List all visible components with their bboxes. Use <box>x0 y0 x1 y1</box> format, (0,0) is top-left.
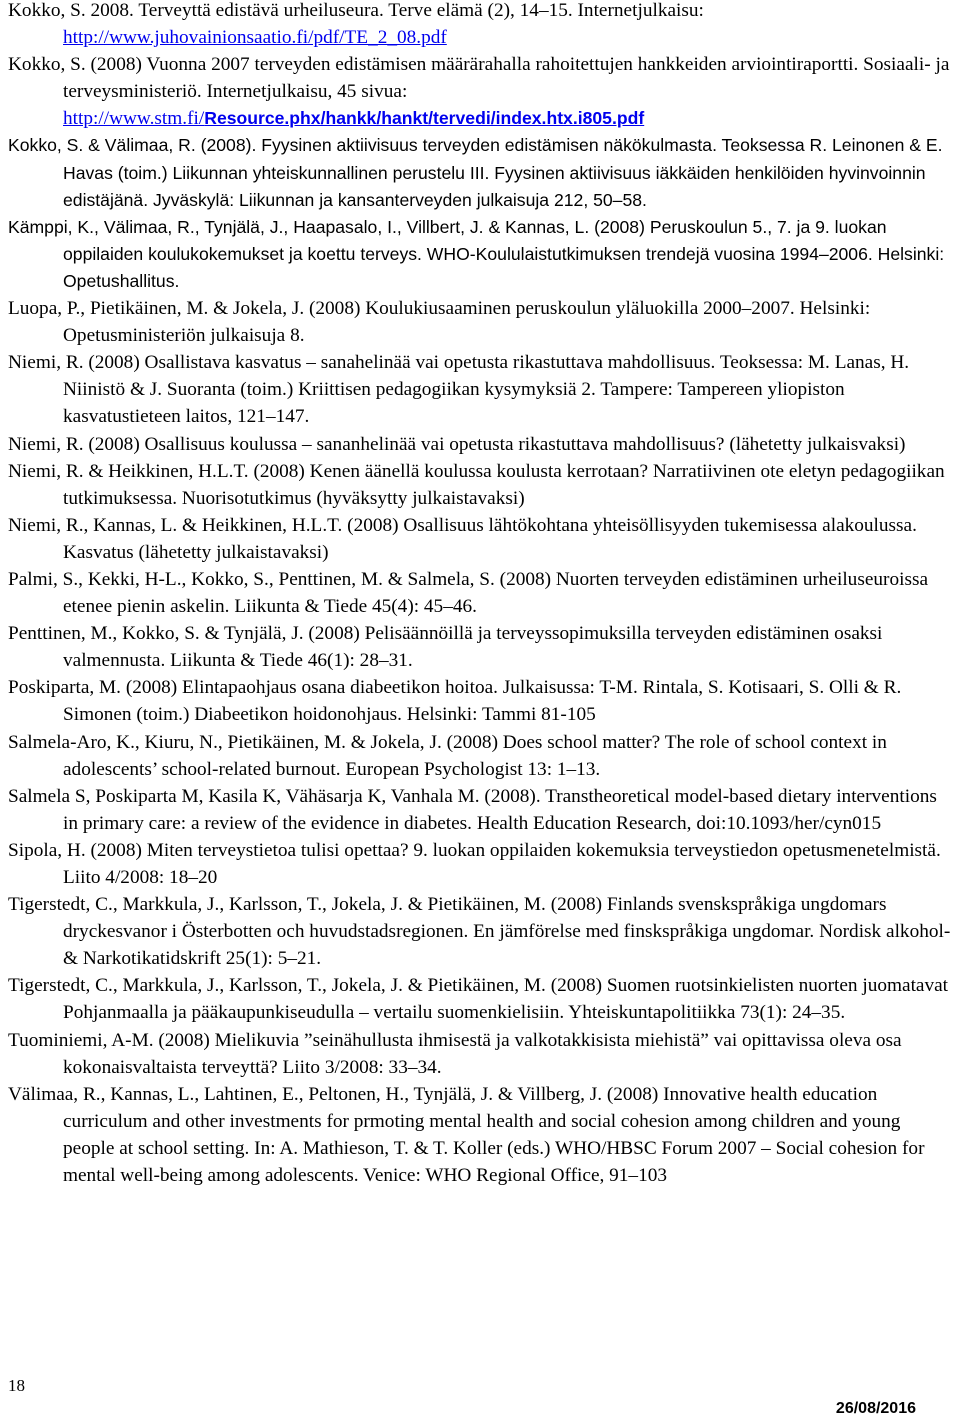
reference-entry <box>8 458 952 512</box>
reference-entry <box>8 891 952 972</box>
reference-text: Kokko, S. 2008. Terveyttä edistävä urheiluseura. Terve elämä (2), 14–15. Internetjulkaisu: <box>8 0 704 21</box>
reference-text: Kokko, S. (2008) Vuonna 2007 terveyden edistämisen määrärahalla rahoitettujen hankkeiden arviointiraportti. Sosiaali- ja terveysministeriö. Internetjulkaisu, 45 sivua: <box>8 54 950 103</box>
reference-entry <box>8 783 952 837</box>
reference-text: Luopa, P., Pietikäinen, M. & Jokela, J. (2008) Koulukiusaaminen peruskoulun yläluokilla 2000–2007. Helsinki: Opetusministeriön julkaisuja 8. <box>8 298 871 347</box>
reference-entry <box>8 1027 952 1081</box>
reference-text: Tuominiemi, A-M. (2008) Mielikuvia ”seinähullusta ihmisestä ja valkotakkisista miehistä” vai opittavissa oleva osa kokonaisvaltaista terveyttä? Liito 3/2008: 33–34. <box>8 1029 902 1078</box>
reference-text: Niemi, R., Kannas, L. & Heikkinen, H.L.T. (2008) Osallisuus lähtökohtana yhteisöllisyyden tukemisessa alakoulussa. Kasvatus (lähetetty julkaistavaksi) <box>8 514 917 563</box>
reference-entry <box>8 349 952 430</box>
reference-entry <box>8 512 952 566</box>
footer-date: 26/08/2016 <box>835 1400 916 1417</box>
reference-text: Niemi, R. (2008) Osallistava kasvatus – sanahelinää vai opetusta rikastuttava mahdollisuus. Teoksessa: M. Lanas, H. Niinistö & J. Suoranta (toim.) Kriittisen pedagogiikan kysymyksiä 2. Tampere: Tampereen yliopiston kasvatustieteen laitos, 121–147. <box>8 352 910 428</box>
reference-entry <box>8 972 952 1026</box>
reference-text: Tigerstedt, C., Markkula, J., Karlsson, T., Jokela, J. & Pietikäinen, M. (2008) Suomen ruotsinkielisten nuorten juomatavat Pohjanmaalla ja pääkaupunkiseudulla – vertailu suomenkielisiin. Yhteiskuntapolitiikka 73(1): 24–35. <box>8 975 949 1024</box>
reference-text: Sipola, H. (2008) Miten terveystietoa tulisi opettaa? 9. luokan oppilaiden kokemuksia terveystiedon opetusmenetelmistä. Liito 4/2008: 18–20 <box>8 839 941 888</box>
reference-entry <box>8 620 952 674</box>
reference-text: Salmela-Aro, K., Kiuru, N., Pietikäinen, M. & Jokela, J. (2008) Does school matter? The role of school context in adolescents’ school-related burnout. European Psychologist 13: 1–13. <box>8 731 887 780</box>
reference-text: Kämppi, K., Välimaa, R., Tynjälä, J., Haapasalo, I., Villbert, J. & Kannas, L. (2008) Peruskoulun 5., 7. ja 9. luokan oppilaiden koulukokemukset ja koettu terveys. WHO-Koululaistutkimuksen trendejä vuosina 1994–2006. Helsinki: Opetushallitus. <box>8 216 945 291</box>
reference-entry <box>8 295 952 349</box>
reference-text: Salmela S, Poskiparta M, Kasila K, Vähäsarja K, Vanhala M. (2008). Transtheoretical model-based dietary interventions in primary care: a review of the evidence in diabetes. Health Education Research, doi:10.1093/her/cyn015 <box>8 785 937 834</box>
reference-entry <box>8 729 952 783</box>
reference-entry <box>8 674 952 728</box>
reference-entry <box>8 132 952 213</box>
reference-text: Tigerstedt, C., Markkula, J., Karlsson, T., Jokela, J. & Pietikäinen, M. (2008) Finlands svenskspråkiga ungdomars dryckesvanor i Österbotten och huvudstadsregionen. En jämförelse med finskspråkiga ungdomar. Nordisk alkohol- & Narkotikatidskrift 25(1): 5–21. <box>8 894 951 970</box>
reference-link[interactable]: Resource.phx/hankk/hankt/tervedi/index.htx.i805.pdf <box>204 108 645 129</box>
reference-text: Välimaa, R., Kannas, L., Lahtinen, E., Peltonen, H., Tynjälä, J. & Villberg, J. (2008) Innovative health education curriculum and other investments for prmoting mental health and social cohesion among children and young people at school setting. In: A. Mathieson, T. & T. Koller (eds.) WHO/HBSC Forum 2007 – Social cohesion for mental well-being among adolescents. Venice: WHO Regional Office, 91–103 <box>8 1083 925 1187</box>
reference-text: Palmi, S., Kekki, H-L., Kokko, S., Penttinen, M. & Salmela, S. (2008) Nuorten terveyden edistäminen urheiluseuroissa etenee pienin askelin. Liikunta & Tiede 45(4): 45–46. <box>8 568 929 618</box>
reference-link[interactable]: http://www.stm.fi/ <box>63 108 205 130</box>
reference-text: Penttinen, M., Kokko, S. & Tynjälä, J. (2008) Pelisäännöillä ja terveyssopimuksilla terveyden edistäminen osaksi valmennusta. Liikunta & Tiede 46(1): 28–31. <box>8 623 883 672</box>
reference-text: Niemi, R. & Heikkinen, H.L.T. (2008) Kenen äänellä koulussa koulusta kerrotaan? Narratiivinen ote eletyn pedagogiikan tutkimuksessa. Nuorisotutkimus (hyväksytty julkaistavaksi) <box>8 460 945 509</box>
reference-text: Niemi, R. (2008) Osallisuus koulussa – sananhelinää vai opetusta rikastuttava mahdollisuus? (lähetetty julkaisvaksi) <box>8 433 906 455</box>
reference-text: Kokko, S. & Välimaa, R. (2008). Fyysinen aktiivisuus terveyden edistämisen näkökulmasta. Teoksessa R. Leinonen & E. Havas (toim.) Liikunnan yhteiskunnallinen perustelu III. Fyysinen aktiivisuus iäkkäiden henkilöiden hyvinvoinnin edistäjänä. Jyväskylä: Liikunnan ja kansanterveyden julkaisuja 212, 50–58. <box>8 135 943 210</box>
reference-link[interactable]: http://www.juhovainionsaatio.fi/pdf/TE_2_08.pdf <box>63 27 447 49</box>
reference-entry <box>8 0 952 51</box>
reference-text: Poskiparta, M. (2008) Elintapaohjaus osana diabeetikon hoitoa. Julkaisussa: T-M. Rintala, S. Kotisaari, S. Olli & R. Simonen (toim.) Diabeetikon hoidonohjaus. Helsinki: Tammi 81-105 <box>8 677 902 726</box>
reference-entry <box>8 214 952 295</box>
reference-entry <box>8 837 952 891</box>
reference-list <box>8 0 952 1189</box>
page-number: 18 <box>8 1376 25 1395</box>
reference-entry <box>8 431 952 458</box>
reference-entry <box>8 1081 952 1189</box>
reference-entry <box>8 566 952 620</box>
reference-entry <box>8 51 952 132</box>
